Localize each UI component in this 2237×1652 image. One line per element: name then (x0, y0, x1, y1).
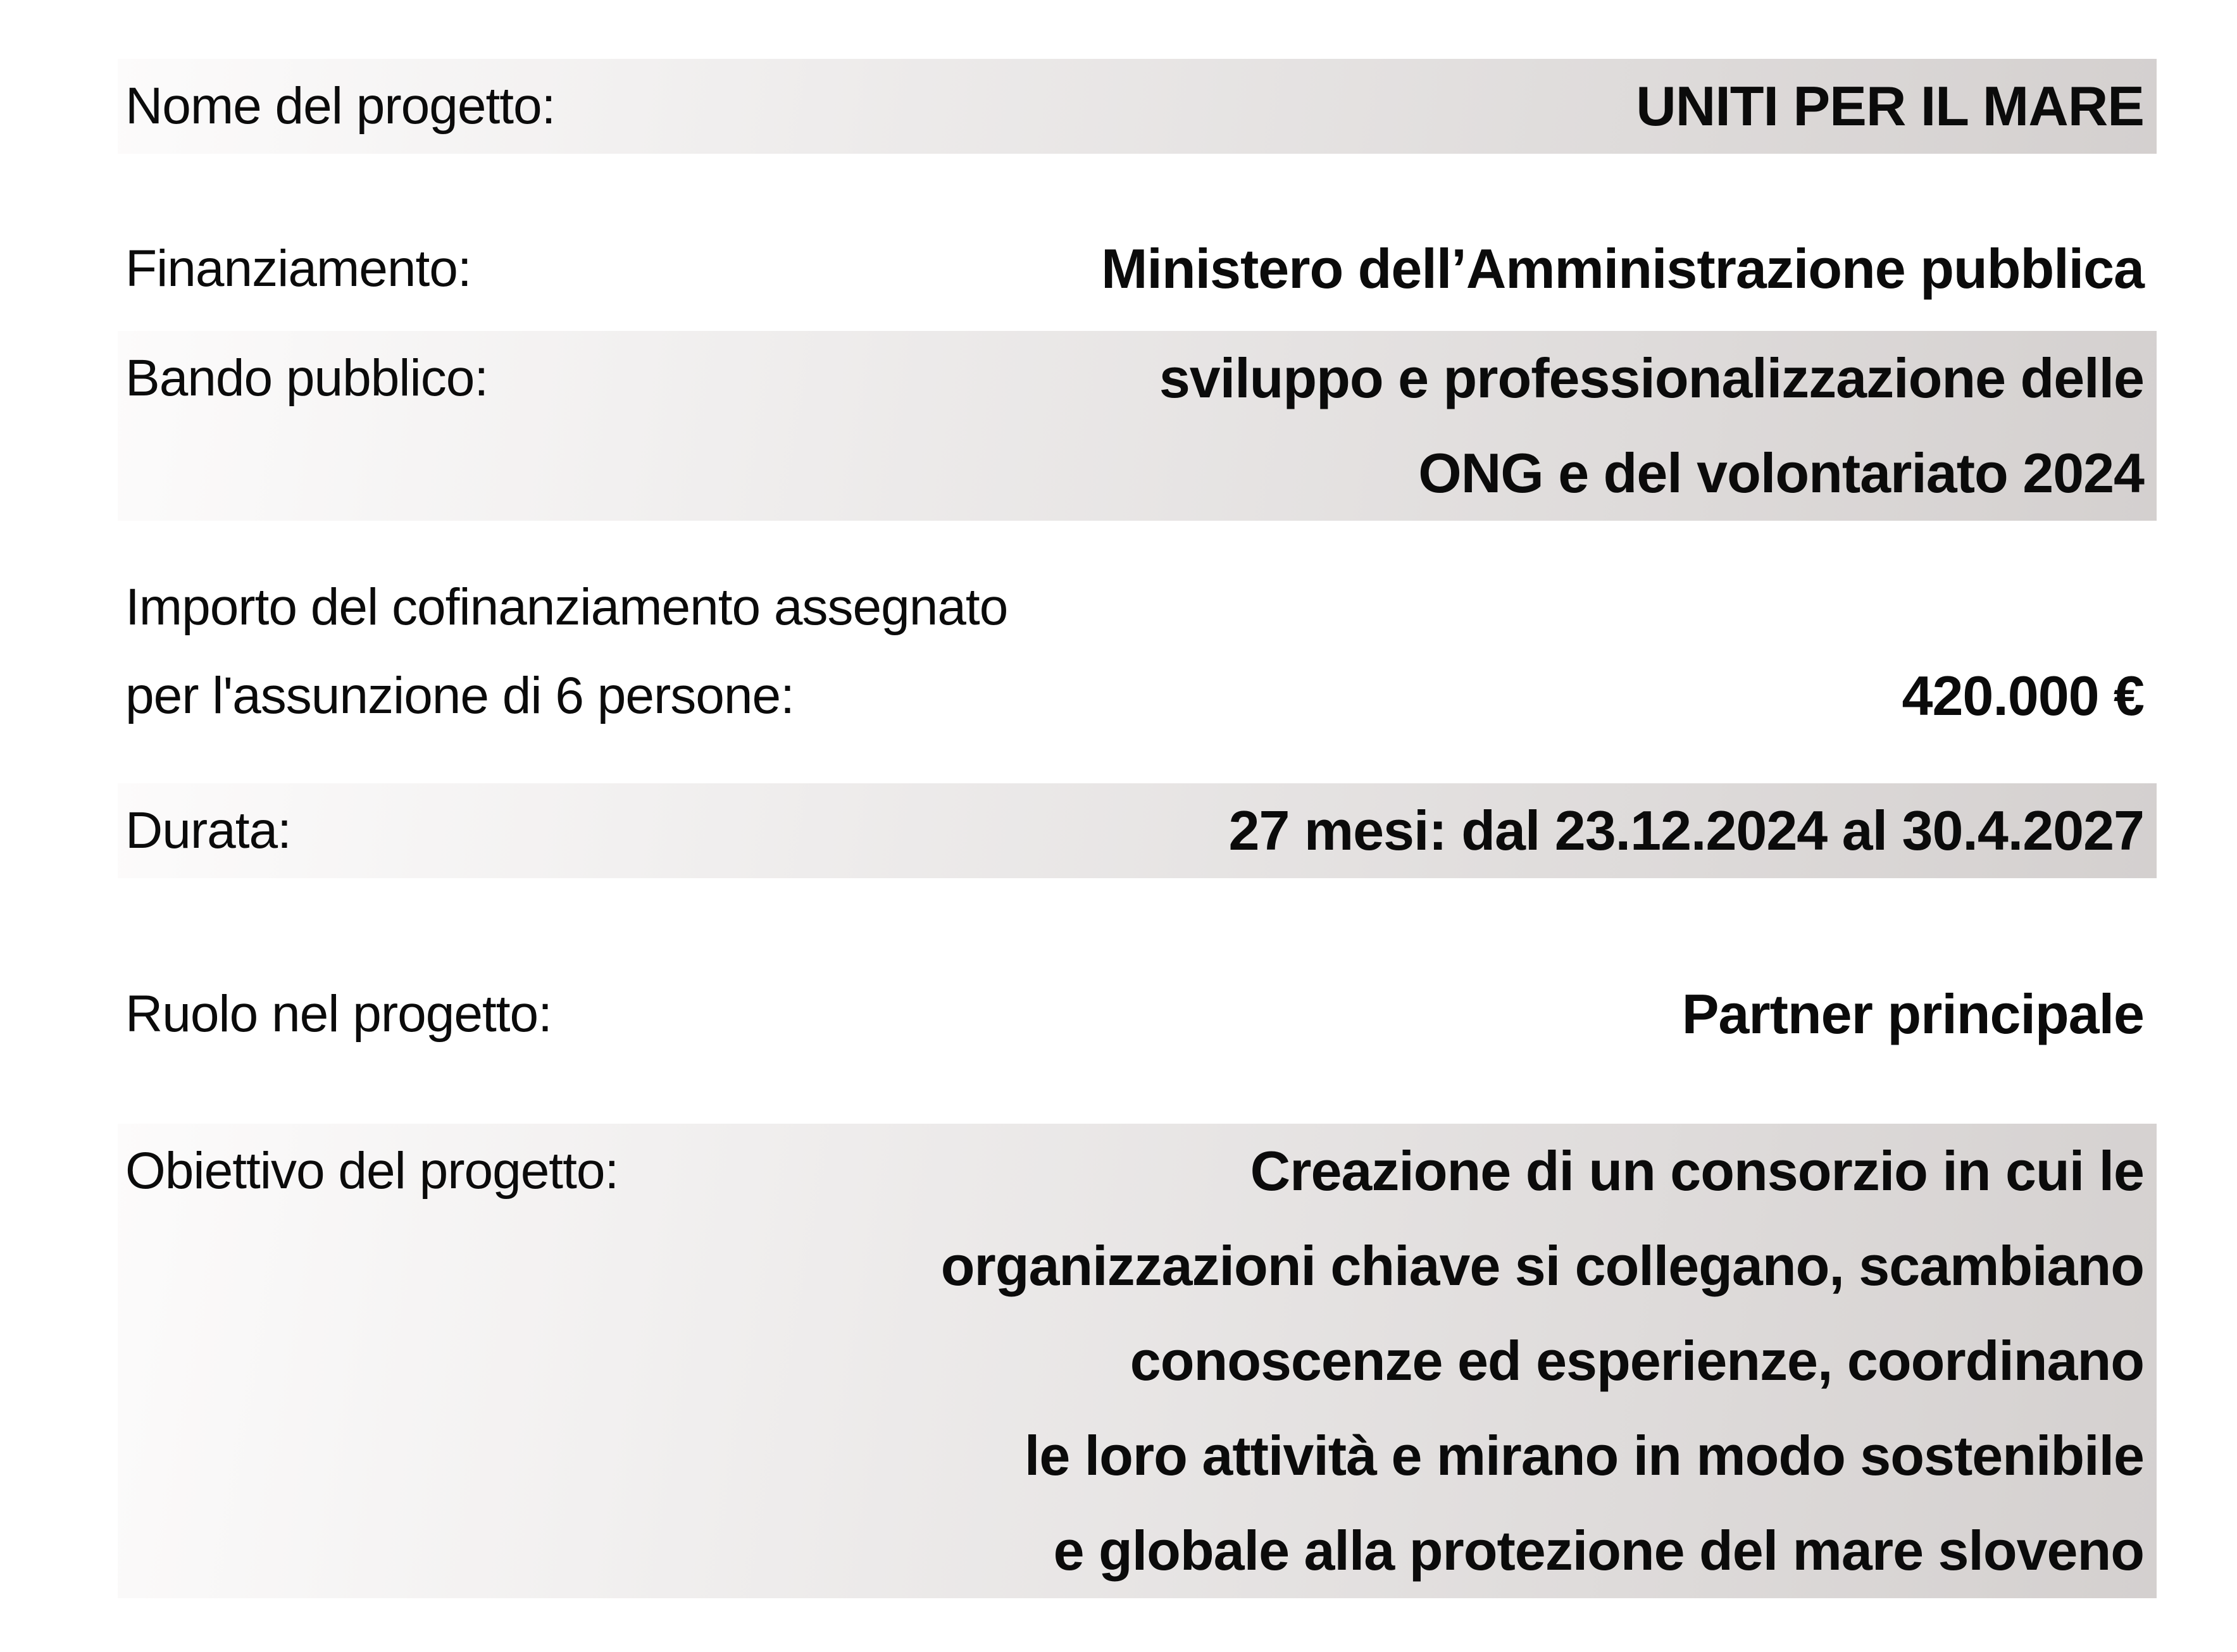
duration-label: Durata: (125, 802, 291, 859)
project-role-value (1682, 967, 2144, 1062)
project-objective-text-line: Creazione di un consorzio in cui le (1250, 1140, 2144, 1202)
duration-text: 27 mesi: dal 23.12.2024 al 30.4.2027 (1228, 799, 2144, 862)
cofinancing-amount-text: 420.000 € (1902, 664, 2144, 727)
project-name-label: Nome del progetto: (125, 77, 556, 135)
funding-label: Finanziamento: (125, 240, 471, 297)
public-call-text-line: ONG e del volontariato 2024 (1418, 442, 2144, 504)
project-name-value (1636, 59, 2144, 154)
funding-value (1101, 221, 2144, 316)
public-call-label: Bando pubblico: (125, 349, 489, 407)
row-project-name (118, 59, 2157, 154)
row-public-call (118, 331, 2157, 521)
project-name-text: UNITI PER IL MARE (1636, 75, 2144, 137)
public-call-text-line: sviluppo e professionalizzazione delle (1159, 347, 2144, 409)
project-objective-text-line: conoscenze ed esperienze, coordinano (1130, 1329, 2144, 1392)
project-objective-text-line: organizzazioni chiave si collegano, scambiano (940, 1234, 2144, 1297)
public-call-value (1159, 331, 2144, 521)
funding-text: Ministero dell’Amministrazione pubblica (1101, 237, 2144, 300)
cofinancing-amount-label-line: Importo del cofinanziamento assegnato (125, 578, 1008, 636)
duration-value (1229, 783, 2144, 878)
cofinancing-amount-value (1902, 652, 2145, 740)
project-objective-label: Obiettivo del progetto: (125, 1142, 619, 1200)
row-duration (118, 783, 2157, 878)
row-project-objective (118, 1124, 2157, 1598)
project-role-text: Partner principale (1681, 983, 2144, 1045)
cofinancing-amount-label-line: per l'assunzione di 6 persone: (125, 667, 794, 724)
project-role-label: Ruolo nel progetto: (125, 985, 552, 1043)
cofinancing-amount-label (125, 563, 1007, 740)
project-objective-text-line: e globale alla protezione del mare sloveno (1053, 1519, 2144, 1582)
row-project-role (118, 967, 2157, 1062)
row-cofinancing-amount (118, 563, 2157, 740)
row-funding (118, 221, 2157, 316)
project-objective-text-line: le loro attività e mirano in modo sostenibile (1024, 1424, 2144, 1487)
project-objective-value (941, 1124, 2144, 1598)
